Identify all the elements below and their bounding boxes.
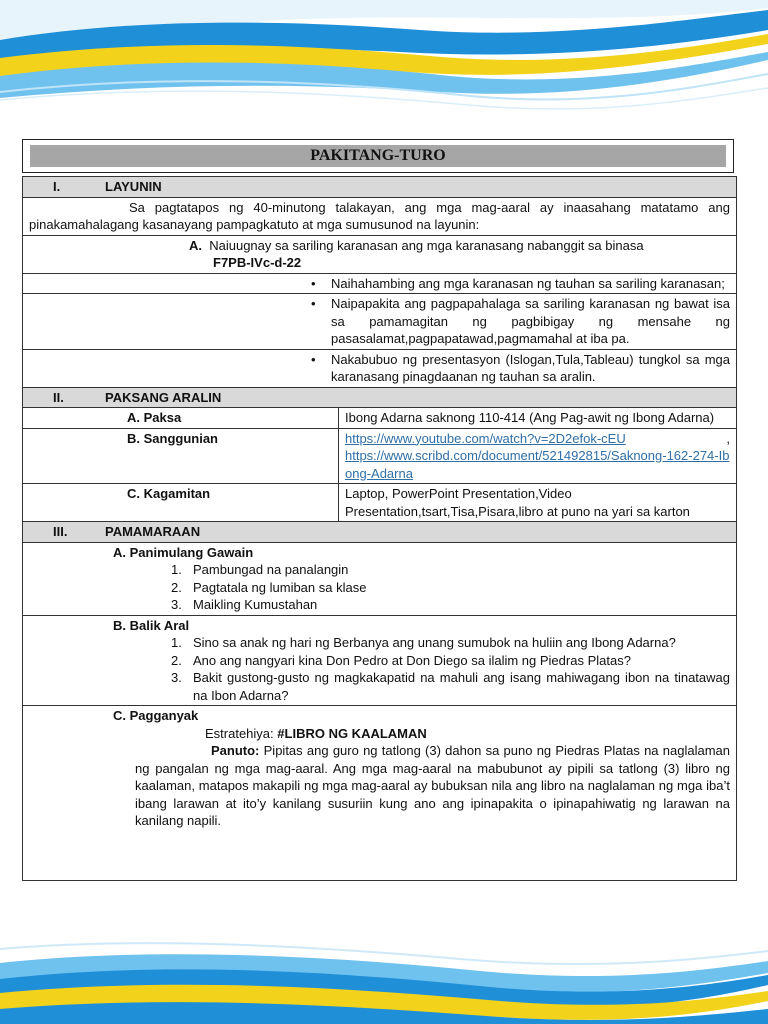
estratehiya-value: #LIBRO NG KAALAMAN xyxy=(277,725,427,741)
paksa-row xyxy=(23,408,737,429)
pagganyak-title: C. Pagganyak xyxy=(113,708,199,723)
title-box xyxy=(22,139,734,173)
section-label: PAKSANG ARALIN xyxy=(105,389,222,405)
link-separator: , xyxy=(726,430,730,446)
objective-letter: A. xyxy=(189,237,202,253)
objective-bullet-row xyxy=(23,349,737,387)
page-title: PAKITANG-TURO xyxy=(30,145,726,167)
objective-bullet-row xyxy=(23,294,737,350)
scribd-link[interactable]: https://www.scribd.com/document/521492815/Saknong-162-274-Ibong-Adarna xyxy=(345,448,730,481)
sanggunian-label: B. Sanggunian xyxy=(23,428,339,484)
objective-a-text: Naiuugnay sa sariling karanasan ang mga karanasang nabanggit sa binasa xyxy=(209,237,644,253)
section-label: LAYUNIN xyxy=(105,179,162,194)
section-number: I. xyxy=(53,179,61,194)
kagamitan-row xyxy=(23,484,737,522)
list-item: 3. Bakit gustong-gusto ng magkakapatid na mahuli ang isang mahiwagang ibon na tinatawag na Ibon Adarna? xyxy=(171,670,730,703)
section-number: III. xyxy=(53,524,68,539)
paksa-value: Ibong Adarna saknong 110-414 (Ang Pag-awit ng Ibong Adarna) xyxy=(339,408,737,429)
panuto-paragraph xyxy=(29,742,730,830)
list-item: 3. Maikling Kumustahan xyxy=(171,597,318,612)
youtube-link[interactable]: https://www.youtube.com/watch?v=2D2efok-cEU xyxy=(345,430,626,446)
pagganyak-row xyxy=(23,706,737,881)
objective-bullet: • Naihahambing ang mga karanasan ng tauhan sa sariling karanasan; xyxy=(311,275,730,293)
lesson-plan-table xyxy=(22,176,737,881)
section-number: II. xyxy=(53,389,64,405)
header-wave-decoration xyxy=(0,0,768,125)
competency-code: F7PB-IVc-d-22 xyxy=(213,255,302,270)
kagamitan-label: C. Kagamitan xyxy=(23,484,339,522)
section-label: PAMAMARAAN xyxy=(105,524,201,539)
panimulang-gawain-title: A. Panimulang Gawain xyxy=(113,544,254,560)
sanggunian-row xyxy=(23,428,737,484)
estratehiya-line: Estratehiya: #LIBRO NG KAALAMAN xyxy=(205,725,427,741)
balik-aral-title: B. Balik Aral xyxy=(113,617,190,633)
section-header-pamamaraan xyxy=(23,522,737,543)
panuto-text: Pipitas ang guro ng tatlong (3) dahon sa puno ng Piedras Platas na naglalaman ng pangalan ng mga mag-aaral. Ang mga mag-aaral na mabubunot ay pipili sa tatlong (3) libro ng kaalaman, matapos makapili ng mga mag-aaral ay bubuksan nila ang libro na naglalaman ng mga iba’t ibang larawan at ito’y kanilang susuriin kung ano ang ipinapakita o ipinapahiwatig ng larawan na kanilang napili. xyxy=(135,743,730,828)
paksa-label: A. Paksa xyxy=(23,408,339,429)
objective-bullet: • Naipapakita ang pagpapahalaga sa sariling karanasan ng bawat isa sa pamamagitan ng pagbibigay ng mensahe ng pasasalamat,pagpapatawad,pagmamahal at iba pa. xyxy=(311,295,730,348)
objective-bullet: • Nakabubuo ng presentasyon (Islogan,Tula,Tableau) tungkol sa mga karanasang pinagdaanan ng tauhan sa aralin. xyxy=(311,351,730,386)
list-item: 1. Pambungad na panalangin xyxy=(171,562,349,577)
kagamitan-value: Laptop, PowerPoint Presentation,Video Presentation,tsart,Tisa,Pisara,libro at puno na yari sa karton xyxy=(339,484,737,522)
list-item: 1. Sino sa anak ng hari ng Berbanya ang unang sumubok na huliin ang Ibong Adarna? xyxy=(171,635,676,650)
footer-wave-decoration xyxy=(0,929,768,1024)
list-item: 2. Pagtatala ng lumiban sa klase xyxy=(171,579,367,595)
panimulang-gawain-row xyxy=(23,542,737,615)
objective-bullet-row xyxy=(23,273,737,294)
layunin-intro: Sa pagtatapos ng 40-minutong talakayan, ang mga mag-aaral ay inaasahang matatamo ang pinakamahalagang kasanayang pampagkatuto at mga sumusunod na layunin: xyxy=(23,197,737,235)
section-header-paksang-aralin xyxy=(23,387,737,408)
layunin-a-row xyxy=(23,235,737,273)
layunin-intro-row xyxy=(23,197,737,235)
list-item: 2. Ano ang nangyari kina Don Pedro at Don Diego sa ilalim ng Piedras Platas? xyxy=(171,652,631,668)
balik-aral-row xyxy=(23,615,737,706)
section-header-layunin xyxy=(23,177,737,198)
panuto-label: Panuto: xyxy=(211,743,260,758)
